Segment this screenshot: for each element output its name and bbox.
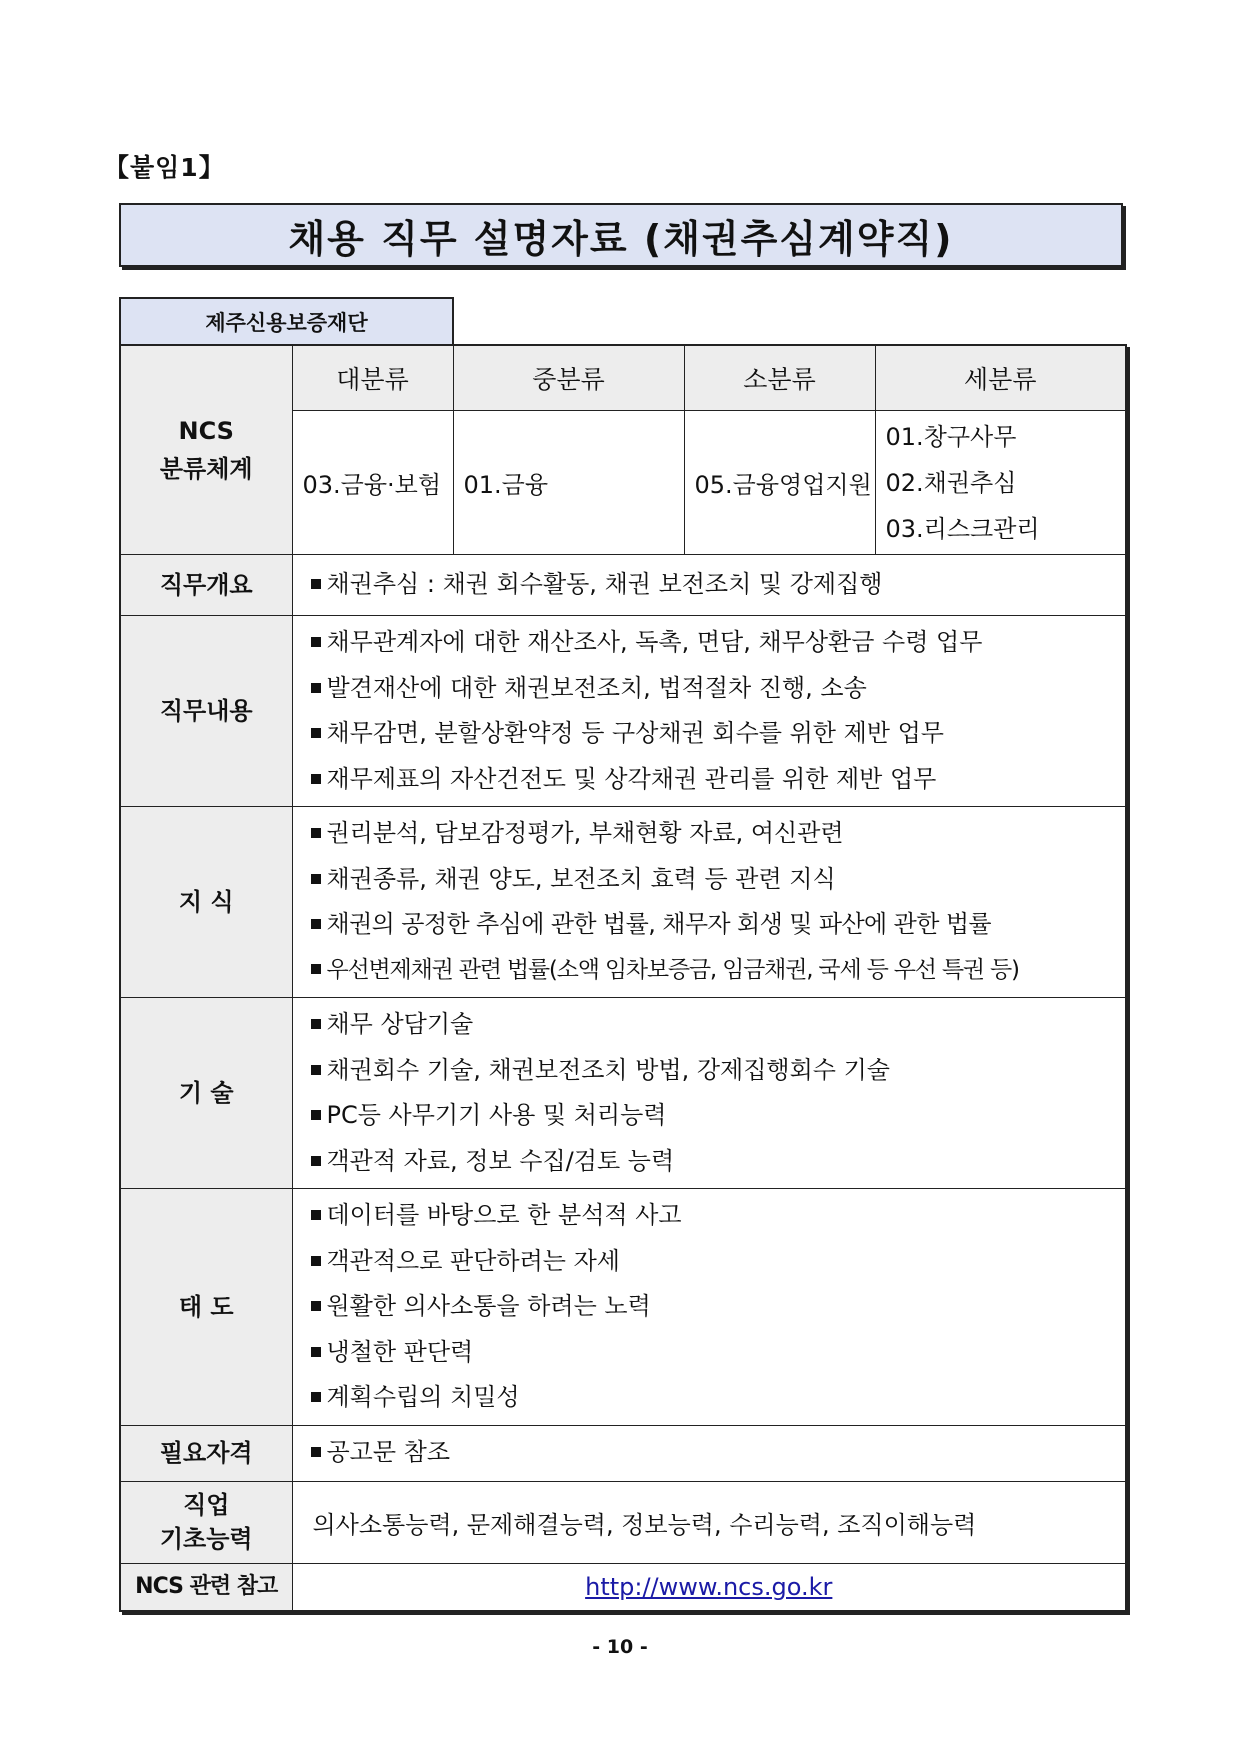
attitude-label: 태 도	[120, 1189, 292, 1426]
list-item: 객관적 자료, 정보 수집/검토 능력	[293, 1139, 1126, 1185]
list-item: 권리분석, 담보감정평가, 부채현황 자료, 여신관련	[293, 811, 1126, 857]
list-item: 냉철한 판단력	[293, 1330, 1126, 1376]
ncs-header-minor: 소분류	[684, 345, 875, 411]
list-item: 발견재산에 대한 채권보전조치, 법적절차 진행, 소송	[293, 666, 1126, 712]
ncs-detail-item: 01.창구사무	[885, 422, 1017, 451]
list-item: PC등 사무기기 사용 및 처리능력	[293, 1093, 1126, 1139]
duties-row	[120, 616, 1126, 807]
list-item: 계획수립의 치밀성	[293, 1375, 1126, 1421]
knowledge-row	[120, 807, 1126, 998]
bullet-square-icon	[311, 683, 321, 693]
ncs-detail-item: 03.리스크관리	[885, 514, 1040, 543]
bullet-square-icon	[311, 1210, 321, 1220]
ncs-label: NCS 분류체계	[120, 345, 292, 555]
bullet-square-icon	[311, 1301, 321, 1311]
overview-label: 직무개요	[120, 555, 292, 616]
ncs-header-major: 대분류	[292, 345, 453, 411]
bullet-square-icon	[311, 1256, 321, 1266]
ncs-value-minor: 05.금융영업지원	[684, 411, 875, 555]
attitude-content	[292, 1189, 1126, 1426]
list-item: 공고문 참조	[293, 1430, 1126, 1476]
document-title: 채용 직무 설명자료 (채권추심계약직)	[288, 216, 954, 261]
knowledge-label: 지 식	[120, 807, 292, 998]
list-item: 채무 상담기술	[293, 1002, 1126, 1048]
duties-content	[292, 616, 1126, 807]
ncs-detail-item: 02.채권추심	[885, 468, 1017, 497]
list-item: 채권종류, 채권 양도, 보전조치 효력 등 관련 지식	[293, 857, 1126, 903]
bullet-square-icon	[311, 1347, 321, 1357]
bullet-square-icon	[311, 919, 321, 929]
overview-row	[120, 555, 1126, 616]
list-item: 채무감면, 분할상환약정 등 구상채권 회수를 위한 제반 업무	[293, 711, 1126, 757]
job-description-table	[119, 344, 1127, 1612]
ncs-header-detail: 세분류	[875, 345, 1126, 411]
overview-content	[292, 555, 1126, 616]
attitude-row	[120, 1189, 1126, 1426]
list-item: 채무관계자에 대한 재산조사, 독촉, 면담, 채무상환금 수령 업무	[293, 620, 1126, 666]
bullet-square-icon	[311, 874, 321, 884]
bullet-square-icon	[311, 1156, 321, 1166]
bullet-square-icon	[311, 1110, 321, 1120]
list-item: 채권의 공정한 추심에 관한 법률, 채무자 회생 및 파산에 관한 법률	[293, 902, 1126, 948]
ncs-value-middle: 01.금융	[453, 411, 684, 555]
bullet-square-icon	[311, 1065, 321, 1075]
duties-label: 직무내용	[120, 616, 292, 807]
basic-skills-label: 직업 기초능력	[120, 1481, 292, 1563]
page-number: - 10 -	[592, 1636, 648, 1658]
skills-label: 기 술	[120, 998, 292, 1189]
bullet-square-icon	[311, 1447, 321, 1457]
bullet-square-icon	[311, 964, 321, 974]
basic-skills-content: 의사소통능력, 문제해결능력, 정보능력, 수리능력, 조직이해능력	[292, 1481, 1126, 1563]
ncs-reference-content	[292, 1563, 1126, 1611]
ncs-website-link[interactable]: http://www.ncs.go.kr	[585, 1572, 833, 1601]
list-item: 객관적으로 판단하려는 자세	[293, 1239, 1126, 1285]
list-item: 원활한 의사소통을 하려는 노력	[293, 1284, 1126, 1330]
qualification-content	[292, 1425, 1126, 1481]
list-item: 채권추심 : 채권 회수활동, 채권 보전조치 및 강제집행	[293, 562, 1126, 608]
skills-row	[120, 998, 1126, 1189]
bullet-square-icon	[311, 1019, 321, 1029]
list-item: 우선변제채권 관련 법률(소액 임차보증금, 임금채권, 국세 등 우선 특권 등)	[293, 948, 1126, 994]
bullet-square-icon	[311, 828, 321, 838]
bullet-square-icon	[311, 728, 321, 738]
list-item: 재무제표의 자산건전도 및 상각채권 관리를 위한 제반 업무	[293, 757, 1126, 803]
bullet-square-icon	[311, 1392, 321, 1402]
document-title-box	[119, 203, 1123, 267]
ncs-reference-label: NCS 관련 참고	[120, 1563, 292, 1611]
bullet-square-icon	[311, 774, 321, 784]
qualification-label: 필요자격	[120, 1425, 292, 1481]
basic-skills-row	[120, 1481, 1126, 1563]
bullet-square-icon	[311, 637, 321, 647]
attachment-label: 【붙임1】	[104, 153, 225, 182]
ncs-header-row	[120, 345, 1126, 411]
ncs-value-major: 03.금융·보험	[292, 411, 453, 555]
ncs-reference-row	[120, 1563, 1126, 1611]
ncs-header-middle: 중분류	[453, 345, 684, 411]
list-item: 데이터를 바탕으로 한 분석적 사고	[293, 1193, 1126, 1239]
skills-content	[292, 998, 1126, 1189]
ncs-value-detail	[875, 411, 1126, 555]
bullet-square-icon	[311, 579, 321, 589]
list-item: 채권회수 기술, 채권보전조치 방법, 강제집행회수 기술	[293, 1048, 1126, 1094]
knowledge-content	[292, 807, 1126, 998]
organization-tab: 제주신용보증재단	[119, 297, 454, 345]
qualification-row	[120, 1425, 1126, 1481]
